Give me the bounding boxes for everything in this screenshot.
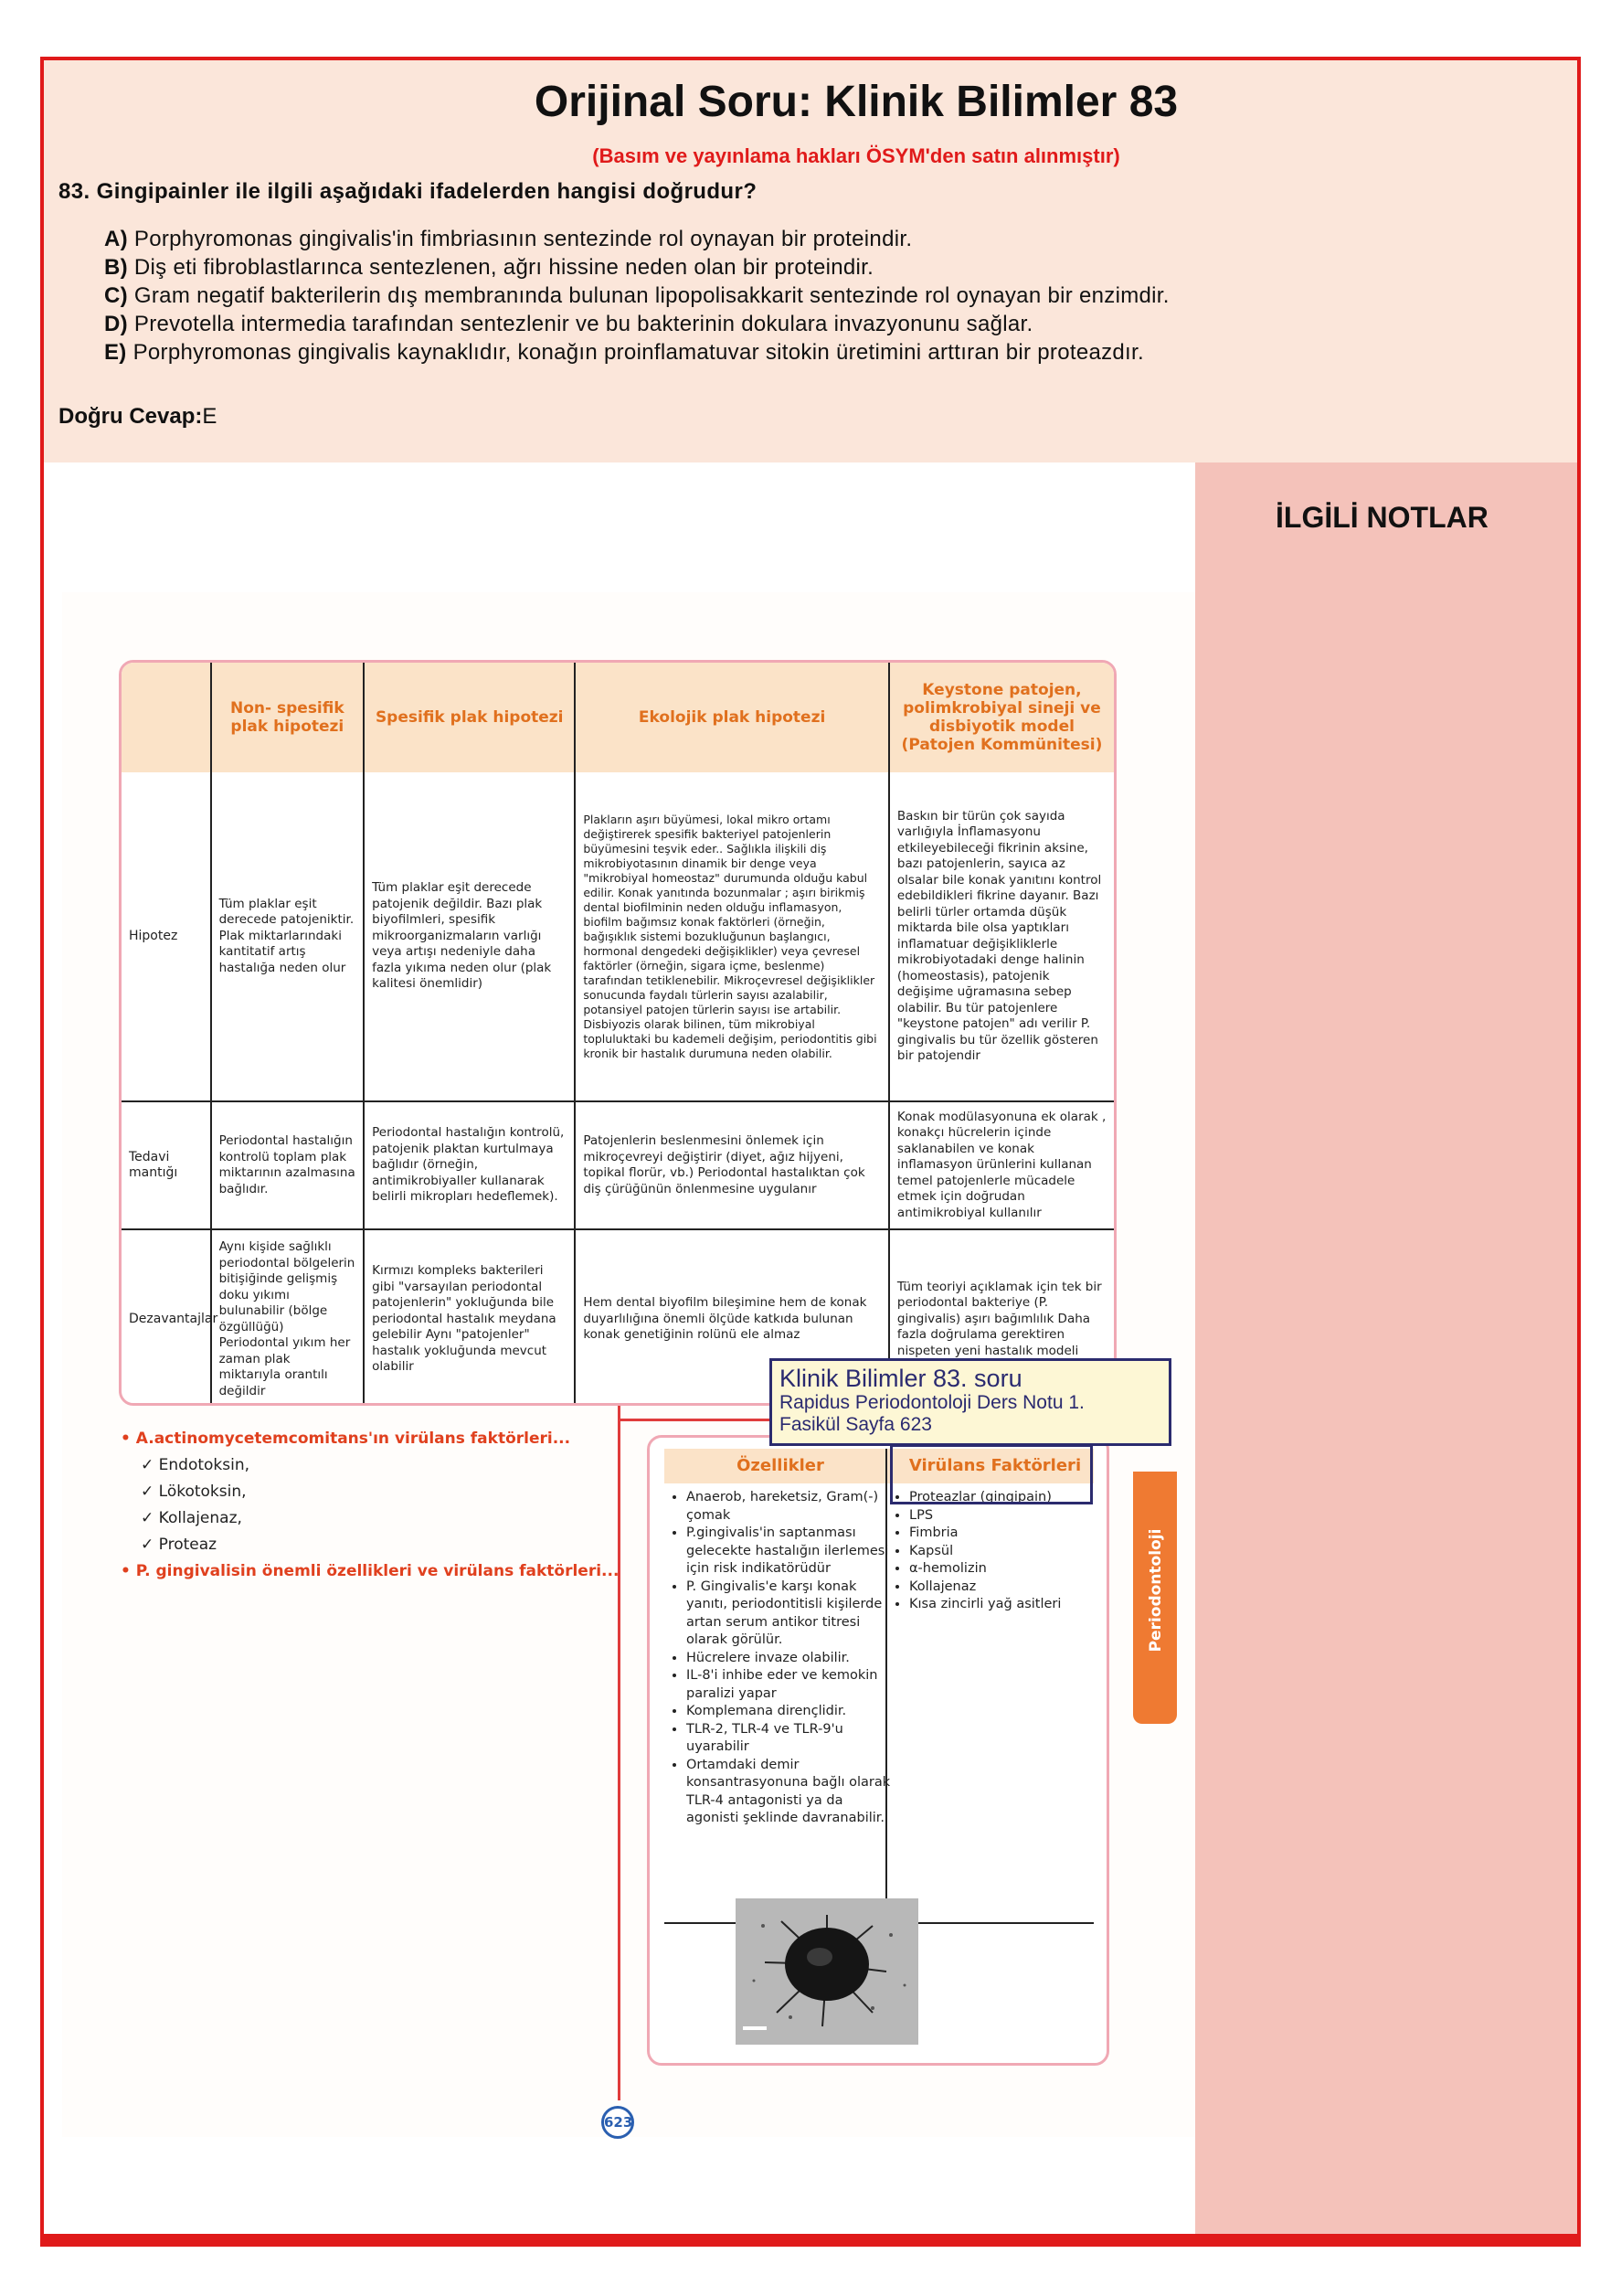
bullet-heading: • A.actinomycetemcomitans'ın virülans faktörleri... [121,1430,571,1448]
check-item: ✓ Lökotoksin, [141,1483,247,1501]
table-row [122,772,1114,1101]
list-item: • Komplemana dirençlidir. [686,1703,893,1721]
table-cell: Plakların aşırı büyümesi, lokal mikro ortamı değiştirerek spesifik bakteriyel patojenlerin büyümesini teşvik eder.. Sağlıkla ilişkili diş mikrobiyotasının dinamik bir denge veya "mikrobiyal homeostaz" durumunda olduğu kabul edilir. Konak yanıtında bozunmalar ; aşırı birikmiş dental biofilminin neden olduğu inflamasyon, biofilm bağımsız konak faktörleri (örneğin, bağışıklık sistemi bozukluğunun başlangıcı, hormonal dengedeki değişiklikler) veya çevresel faktörler (örneğin, sigara içme, beslenme) tarafından tetiklenebilir. Mikroçevresel değişiklikler sonucunda faydalı türlerin sayısı azalabilir, potansiyel patojen türlerin sayısı ise artabilir. Disbiyozis olarak bilinen, tüm mikrobiyal topluluktaki bu kademeli değişim, periodontitis gibi kronik bir hastalık durumuna neden olabilir. [575,772,889,1101]
copyright-note: (Basım ve yayınlama hakları ÖSYM'den satın alınmıştır) [592,144,1120,167]
table-cell: Periodontal hastalığın kontrolü toplam plak miktarının azalmasına bağlıdır. [211,1101,365,1229]
check-item: ✓ Endotoksin, [141,1456,250,1474]
list-item: • Proteazlar (gingipain) [909,1489,1101,1507]
list-item: • P.gingivalis'in saptanması gelecekte hastalığın ilerlemesi için risk indikatörüdür [686,1525,893,1578]
row-label: Hipotez [122,772,211,1101]
list-item: • α-hemolizin [909,1560,1101,1578]
list-item: • IL-8'i inhibe eder ve kemokin paralizi yapar [686,1667,893,1703]
table-cell: Kırmızı kompleks bakterileri gibi "varsayılan periodontal patojenlerin" yokluğunda bile periodontal hastalık meydana gelebilir Aynı "patojenler" hastalık yokluğunda mevcut olabilir [364,1229,575,1406]
table-header: Keystone patojen, polimkrobiyal sineji ve disbiyotik model (Patojen Kommünitesi) [889,663,1114,772]
highlight-box [890,1444,1093,1504]
list-item: • Kollajenaz [909,1578,1101,1597]
list-item: • Hücrelere invaze olabilir. [686,1650,893,1668]
option-b: B) Diş eti fibroblastlarınca sentezlenen, ağrı hissine neden olan bir proteindir. [104,255,874,280]
table-cell: Aynı kişide sağlıklı periodontal bölgelerin bitişiğinde gelişmiş doku yıkımı bulunabilir (bölge özgüllüğü) Periodontal yıkım her zaman plak miktarıyla orantılı değildir [211,1229,365,1406]
list-item: • Ortamdaki demir konsantrasyonuna bağlı olarak TLR-4 antagonisti ya da agonisti şeklinde davranabilir. [686,1757,893,1828]
table-header: Spesifik plak hipotezi [364,663,575,772]
factors-header: Virülans Faktörleri [908,1456,1082,1475]
bullet-heading: • P. gingivalisin önemli özellikleri ve virülans faktörleri... [121,1562,620,1580]
callout-line: Fasikül Sayfa 623 [779,1414,932,1435]
list-item: • Fimbria [909,1525,1101,1543]
list-item: • Kısa zincirli yağ asitleri [909,1596,1101,1614]
notes-title: İLGİLİ NOTLAR [1276,501,1489,534]
properties-list [675,1489,893,1828]
micrograph-image [736,1898,918,2045]
table-row [122,1101,1114,1229]
table-header [122,663,211,772]
aa-virulence-bullets [121,1426,619,1585]
factors-list [898,1489,1101,1614]
table-cell: Patojenlerin beslenmesini önlemek için mikroçevreyi değiştirir (diyet, ağız hijyeni, topikal florür, vb.) Periodontal hastalıktan çok diş çürüğünün önlenmesine uygulanır [575,1101,889,1229]
bottom-bar [40,2234,1581,2247]
option-d: D) Prevotella intermedia tarafından sentezlenir ve bu bakterinin dokulara invazyonunu sağlar. [104,312,1033,336]
table-cell: Baskın bir türün çok sayıda varlığıyla İnflamasyonu etkileyebileceği fikrinin aksine, bazı patojenlerin, sayıca az olsalar bile konak yanıtını kontrol edebildikleri fikrine dayanır. Bazı belirli türler ortamda düşük miktarda bile olsa yaptıkları inflamatuar değişikliklerle mikrobiyotadaki denge halinin (homeostasis), patojenik değişime uğramasına sebep olabilir. Bu tür patojenlere "keystone patojen" adı verilir P. gingivalis bu tür özellik gösteren bir patojendir [896,808,1102,1063]
table-header: Ekolojik plak hipotezi [575,663,889,772]
option-c: C) Gram negatif bakterilerin dış membranında bulunan lipopolisakkarit sentezinde rol oynayan bir enzimdir. [104,283,1170,308]
page-title: Orijinal Soru: Klinik Bilimler 83 [534,78,1179,126]
table-cell: Tüm plaklar eşit derecede patojeniktir. Plak miktarlarındaki kantitatif artış hastalığa neden olur [211,772,365,1101]
option-e: E) Porphyromonas gingivalis kaynaklıdır, konağın proinflamatuvar sitokin üretimini arttıran bir proteazdır. [104,340,1144,365]
option-a: A) Porphyromonas gingivalis'in fimbriasının sentezinde rol oynayan bir proteindir. [104,227,913,251]
question-text: 83. Gingipainler ile ilgili aşağıdaki ifadelerden hangisi doğrudur? [58,179,758,204]
row-label: Dezavantajlar [122,1229,211,1406]
table-cell: Tüm plaklar eşit derecede patojenik değildir. Bazı plak biyofilmleri, spesifik mikroorganizmaların varlığı veya artışı nedeniyle daha fazla yıkıma neden olur (plak kalitesi önemlidir) [364,772,575,1101]
pg-virulence-box [647,1435,1109,2066]
correct-answer: Doğru Cevap:E [58,404,217,429]
row-label: Tedavi mantığı [122,1101,211,1229]
chapter-side-tab: Periodontoloji [1133,1472,1177,1724]
list-item: • TLR-2, TLR-4 ve TLR-9'u uyarabilir [686,1721,893,1757]
callout-line: Rapidus Periodontoloji Ders Notu 1. [779,1392,1085,1413]
properties-header: Özellikler [736,1456,824,1475]
source-callout [769,1358,1171,1446]
table-header: Non- spesifik plak hipotezi [211,663,365,772]
list-item: • Anaerob, hareketsiz, Gram(-) çomak [686,1489,893,1525]
table-cell: Tüm teoriyi açıklamak için tek bir periodontal bakteriye (P. gingivalis) aşırı bağımlılık Daha fazla doğrulama gerektiren nispeten yeni hastalık modeli [889,1229,1114,1406]
table-cell: Hem dental biyofilm bileşimine hem de konak duyarlılığına önemli ölçüde katkıda bulunan konak genetiğinin rolünü ele almaz [575,1229,889,1406]
callout-title: Klinik Bilimler 83. soru [779,1365,1022,1392]
list-item: • Kapsül [909,1543,1101,1561]
hypothesis-table-box [119,660,1117,1406]
list-item: • P. Gingivalis'e karşı konak yanıtı, periodontitisli kişilerde artan serum antikor titresi olarak görülür. [686,1578,893,1650]
page-number: 623 [601,2106,634,2139]
check-item: ✓ Kollajenaz, [141,1509,242,1527]
list-item: • LPS [909,1507,1101,1525]
question-header [44,60,1577,462]
answer-options [104,225,1170,367]
table-cell: Konak modülasyonuna ek olarak , konakçı hücrelerin içinde saklanabilen ve konak inflamasyon ürünlerini kullanan temel patojenlerle mücadele etmek için doğrudan antimikrobiyal kullanılır [889,1101,1114,1229]
table-cell: Periodontal hastalığın kontrolü, patojenik plaktan kurtulmaya bağlıdır (örneğin, antimikrobiyaller kullanarak belirli mikropları hedeflemek). [364,1101,575,1229]
notes-panel [1195,462,1577,2234]
hypothesis-table [122,663,1114,1406]
check-item: ✓ Proteaz [141,1536,217,1554]
